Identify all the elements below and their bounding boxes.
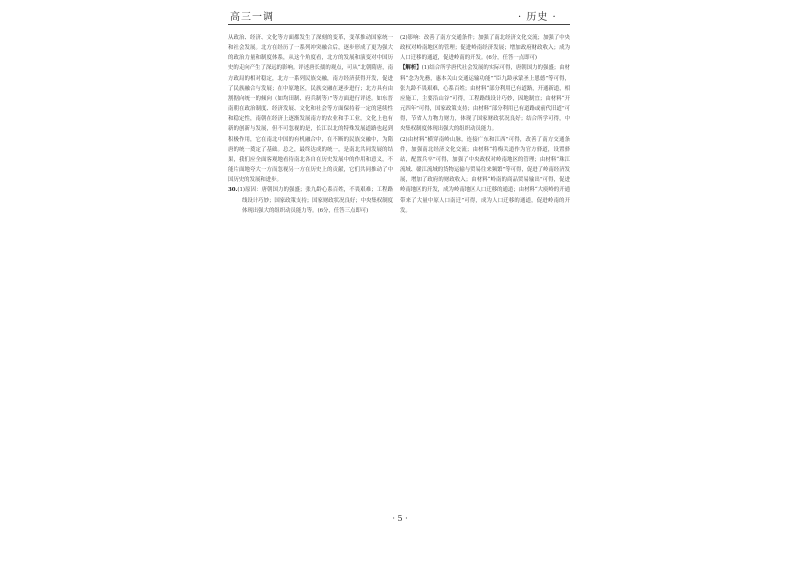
header-subject: · 历史 ·	[518, 12, 557, 23]
right-column	[400, 33, 570, 216]
left-column	[228, 33, 393, 216]
question-30-answer	[228, 185, 393, 215]
analysis-text: (1)结合所学唐代社会发展的实际可得，唐朝国力的强盛；由材料“念为先務，惠本关山交通运输功能”“臣九龄承蒙圣上恩德”等可得，张九龄不畏艰难，心系百姓；由材料“部分利用已有道路，开通新道，相应施工，主要沿山谷”可得，工程路线设计巧妙，因地制宜；由材料“开元四年”可得，国家政策支持；由材料“部分利用已有道路或前代旧道”可得，节省人力物力财力，体现了国家财政状况良好；结合所学可得，中央集权制度体现出强大的组织动员能力。	[400, 65, 570, 133]
question-number: 30.	[228, 187, 238, 194]
analysis-tag: 【解析】	[400, 65, 422, 72]
page-number: · 5 ·	[392, 514, 408, 523]
analysis-paragraph-2: (2)由材料“横穿南岭山脉，连接广东和江西”可得，改善了南方交通条件，加强南北经济文化交流；由材料“将梅关道作为官方驿道，设置驿站，配置兵卒”可得，加强了中央政权对岭南地区的管理；由材料“珠江流域、赣江流域的货物运输与贸易往来频繁”等可得，促进了岭南经济发展，增加了政府的财政收入；由材料“岭南的商品贸易输出”可得，促进岭南地区的开发，成为岭南地区人口迁移的通道；由材料“大庾岭的开通带来了大量中原人口南迁”可得，成为人口迁移的通道，促进岭南的开发。	[400, 136, 570, 214]
header-exam-title: 高三一调	[230, 12, 274, 23]
answer-paragraph: 从政治、经济、文化等方面都发生了深刻的变革，变革推动国家统一和社会发展。北方在经历了一系列冲突融合后，逐步形成了更为强大的政治力量和制度体系，从这个角度看，北方的发展和演变对中国历史的走向产生了深远的影响。评述唐长孺的观点，可从“北朝隋唐，南方政局的相对稳定，北方一系列民族交融，南方经济获得开发，促进了民族融合与发展；在中原地区，民族交融在逐步进行；北方具有由割据向统一的倾向（如均田制、府兵制等）”等方面进行评述。如东晋南朝在政治制度、经济发展、文化和社会等方面保持着一定的延续性和稳定性，南朝在经济上逐渐发展南方的农业和手工业，文化上也有新的创新与发展，但不可忽视的是，长江以北的特殊发展道路也起到积极作用，它在南北中国的有机融合中，在不断的民族交融中，为隋唐的统一奠定了基础。总之，最终达成的统一，是南北共同发展的结果，我们应全面客观地看待南北各自在历史发展中的作用和意义，不能片面地夸大一方而忽视另一方在历史上的贡献，它们共同推动了中国历史的发展和进步。	[228, 35, 393, 184]
question-30-text: (1)原因：唐朝国力的强盛；张九龄心系百姓，不畏艰难；工程路线设计巧妙；国家政策支持；国家财政状况良好；中央集权制度体现出强大的组织动员能力等。(6分，任答三点即可)	[237, 187, 393, 214]
answer-paragraph-impact: (2)影响：改善了南方交通条件；加强了南北经济文化交流；加强了中央政权对岭南地区的管理；促进岭南经济发展；增加政府财政收入；成为人口迁移的通道，促进岭南的开发。(6分，任答一点即可)	[400, 35, 570, 62]
header-divider	[228, 24, 570, 25]
analysis-paragraph	[400, 63, 570, 134]
